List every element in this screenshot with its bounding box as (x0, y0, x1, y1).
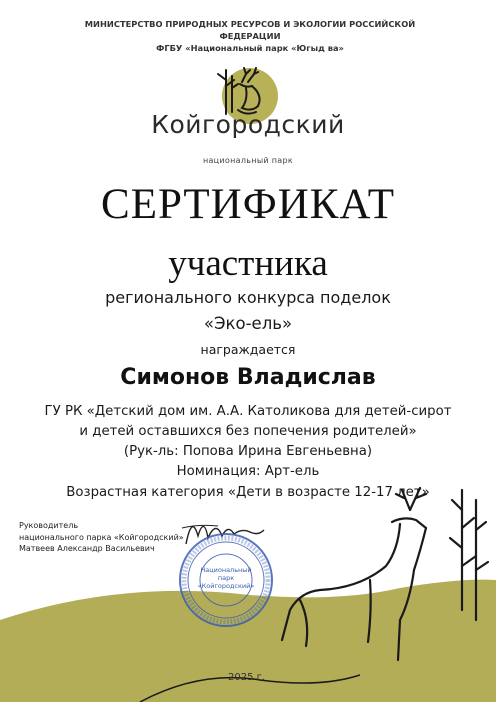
signature-role: Руководитель (19, 521, 79, 530)
leader-line: (Рук-ль: Попова Ирина Евгеньевна) (123, 444, 373, 459)
age-category-line: Возрастная категория «Дети в возрасте 12-17 лет» (66, 485, 430, 500)
park-name: Койгородский (151, 110, 345, 139)
ministry-header (60, 18, 440, 54)
stamp-line-3: «Койгородский» (197, 582, 255, 590)
signature-caption (19, 520, 189, 555)
organization-line-2: и детей оставшихся без попечения родителей» (79, 424, 417, 439)
ministry-name: МИНИСТЕРСТВО ПРИРОДНЫХ РЕСУРСОВ И ЭКОЛОГИИ РОССИЙСКОЙ ФЕДЕРАЦИИ (84, 19, 416, 41)
certificate-year: 2025 г. (228, 672, 266, 683)
stamp-line-2: парк (217, 574, 235, 582)
stamp-line-1: Национальный (200, 566, 252, 574)
contest-line: регионального конкурса поделок (105, 288, 391, 307)
certificate-title: СЕРТИФИКАТ (101, 181, 395, 228)
organization-line-1: ГУ РК «Детский дом им. А.А. Католикова для детей-сирот (44, 404, 452, 419)
contest-name: «Эко-ель» (203, 314, 293, 333)
nomination-line: Номинация: Арт-ель (176, 464, 320, 479)
institution-name: ФГБУ «Национальный парк «Югыд ва» (156, 43, 344, 53)
signature-name: Матвеев Александр Васильевич (19, 544, 155, 553)
certificate-subtitle: участника (168, 243, 328, 284)
recipient-name: Симонов Владислав (120, 365, 376, 390)
signature-org: национального парка «Койгородский» (19, 532, 184, 542)
awarded-line: награждается (200, 342, 296, 357)
stamp-text (194, 566, 258, 590)
park-subtitle: национальный парк (202, 156, 294, 165)
